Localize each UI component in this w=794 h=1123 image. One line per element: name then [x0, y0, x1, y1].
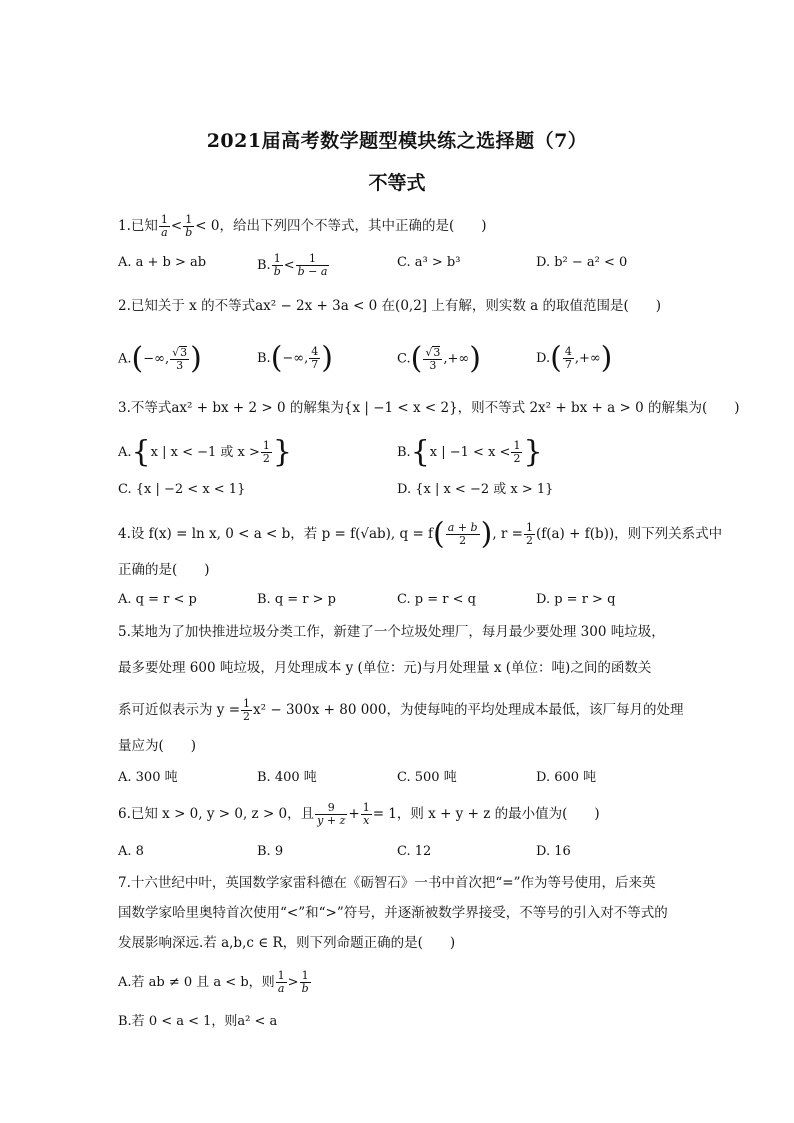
q5-option-a: A. 300 吨 [118, 770, 178, 785]
q7-line-3: 发展影响深远.若 a,b,c ∈ R，则下列命题正确的是( ) [118, 935, 456, 951]
q4-option-a: A. q = r < p [118, 592, 197, 607]
q6-stem: 6.已知 x > 0, y > 0, z > 0，且 $\frac{9}{y + z}$ + $\frac{1}{x}$ = 1，则 x + y + z 的最小值为( ) [118, 801, 600, 827]
q1-stem: 1.已知 $\frac{1}{a}$ < $\frac{1}{b}$ < 0，给出下列四个不等式，其中正确的是( ) [118, 213, 487, 239]
q5-line-1: 5.某地为了加快推进垃圾分类工作，新建了一个垃圾处理厂，每月最少要处理 300 吨垃圾， [118, 624, 665, 640]
q5-line-3: 系可近似表示为 y = $\frac{1}{2}$ x² − 300x + 80 000，为使每吨的平均处理成本最低，该厂每月的处理 [118, 697, 684, 723]
q7-option-b: B.若 0 < a < 1，则a² < a [118, 1014, 278, 1029]
q7-line-1: 7.十六世纪中叶，英国数学家雷科德在《砺智石》一书中首次把“=”作为等号使用，后来英 [118, 875, 656, 891]
q7-line-2: 国数学家哈里奥特首次使用“<”和“>”符号，并逐渐被数学界接受，不等号的引入对不等式的 [118, 905, 668, 921]
q5-line-4: 量应为( ) [118, 738, 197, 754]
q6-option-d: D. 16 [536, 844, 571, 859]
q6-option-c: C. 12 [397, 844, 432, 859]
q3-option-c: C. {x | −2 < x < 1} [118, 482, 246, 497]
q6-option-b: B. 9 [257, 844, 284, 859]
q1-option-d: D. b² − a² < 0 [536, 255, 628, 270]
q5-option-d: D. 600 吨 [536, 770, 597, 785]
q3-option-b: B.{x | −1 < x < $\frac{1}{2}$ } [397, 434, 543, 470]
q2-option-d: D.( $\frac{4}{7}$ ,+∞) [536, 340, 613, 376]
q4-stem: 4.设 f(x) = ln x, 0 < a < b，若 p = f(√ab), q = f( $\frac{a + b}{2}$ ), r = $\frac{1}{2}$ (f(a) + f(b))，则下列关系式中 [118, 516, 723, 552]
q7-option-a: A.若 ab ≠ 0 且 a < b，则 $\frac{1}{a}$ > $\frac{1}{b}$ [118, 969, 309, 995]
q1-option-b: B. $\frac{1}{b}$ < $\frac{1}{b - a}$ [257, 252, 328, 278]
page-subtitle: 不等式 [368, 172, 426, 194]
q5-line-2: 最多要处理 600 吨垃圾，月处理成本 y (单位：元)与月处理量 x (单位：吨)之间的函数关 [118, 660, 652, 676]
q2-option-a: A.(−∞, $\frac{√3}{3}$ ) [118, 341, 202, 376]
q2-option-b: B.(−∞, $\frac{4}{7}$ ) [257, 340, 333, 376]
q5-option-b: B. 400 吨 [257, 770, 317, 785]
q2-option-c: C.( $\frac{√3}{3}$ ,+∞) [397, 341, 481, 376]
q3-stem: 3.不等式ax² + bx + 2 > 0 的解集为{x | −1 < x < 2}，则不等式 2x² + bx + a > 0 的解集为( ) [118, 400, 740, 416]
q4-option-d: D. p = r > q [536, 592, 616, 607]
fraction: $\frac{1}{a}$ [160, 213, 168, 239]
q2-stem: 2.已知关于 x 的不等式ax² − 2x + 3a < 0 在(0,2] 上有解，则实数 a 的取值范围是( ) [118, 298, 662, 314]
q4-option-b: B. q = r > p [257, 592, 336, 607]
q4-option-c: C. p = r < q [397, 592, 476, 607]
q1-option-a: A. a + b > ab [118, 255, 207, 270]
q3-option-a: A.{x | x < −1 或 x > $\frac{1}{2}$ } [118, 434, 292, 470]
fraction: $\frac{1}{b}$ [185, 213, 193, 239]
q3-option-d: D. {x | x < −2 或 x > 1} [397, 482, 554, 497]
q4-stem-line2: 正确的是( ) [118, 562, 210, 578]
q5-option-c: C. 500 吨 [397, 770, 457, 785]
q6-option-a: A. 8 [118, 844, 144, 859]
q1-option-c: C. a³ > b³ [397, 255, 461, 270]
page-title: 2021届高考数学题型模块练之选择题（7） [206, 130, 588, 152]
